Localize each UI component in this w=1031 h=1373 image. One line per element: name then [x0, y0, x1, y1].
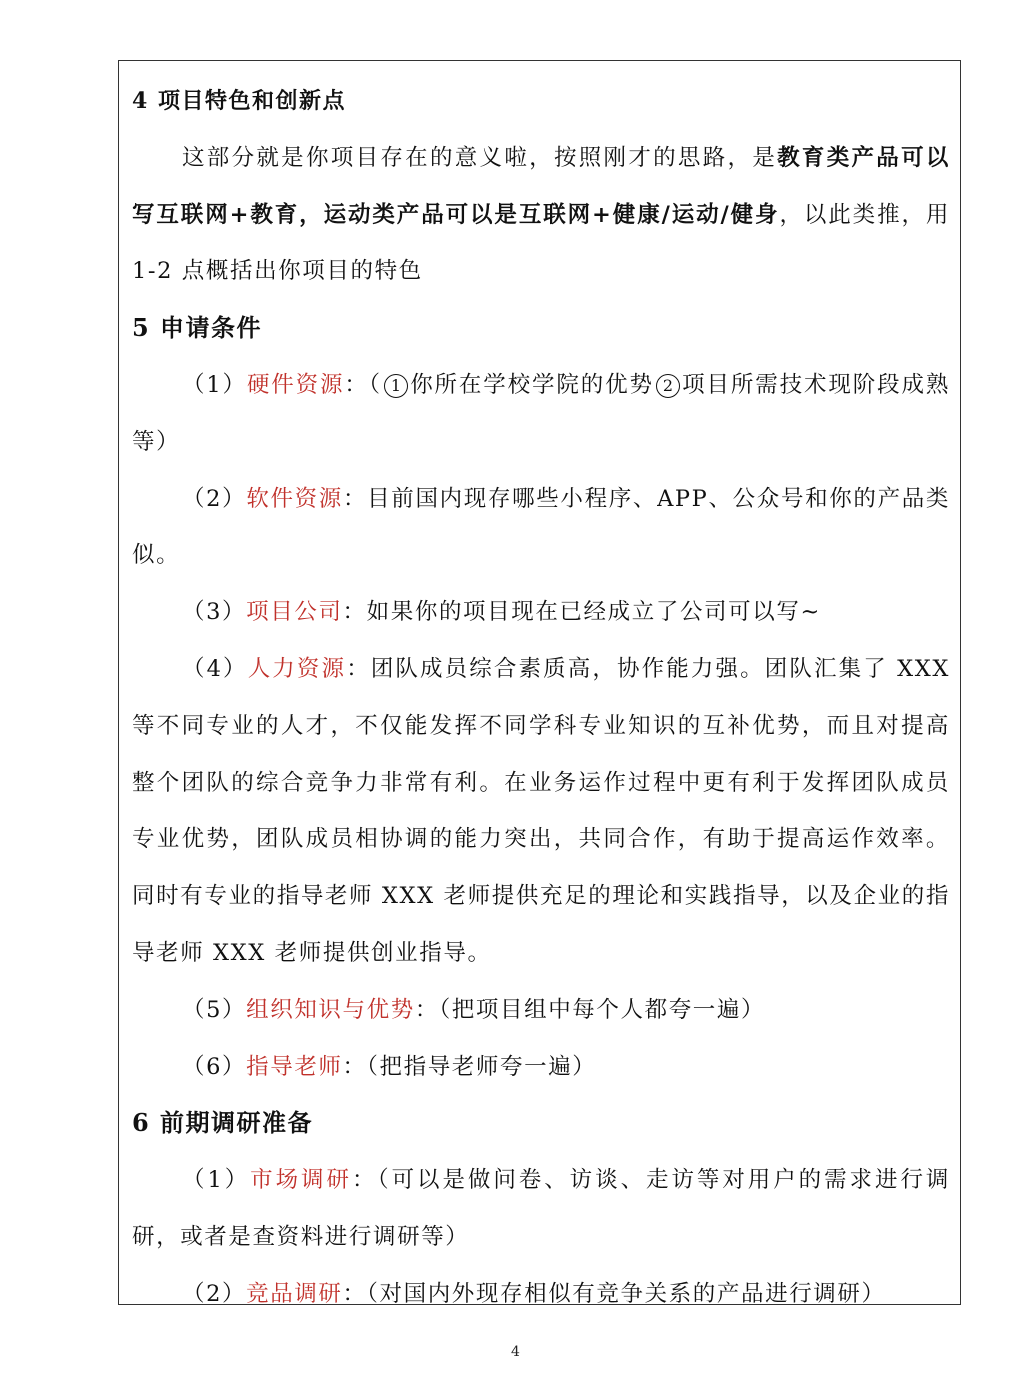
item-number: （6）: [182, 1053, 247, 1080]
document-frame: [118, 60, 961, 1305]
item-colon: ：: [342, 599, 367, 626]
section-6-item-2: [132, 1266, 950, 1323]
circled-number-2: 2: [656, 374, 680, 398]
item-number: （1）: [182, 371, 247, 398]
item-colon: ：: [342, 485, 368, 512]
section-5-item-5: [132, 982, 950, 1039]
circled-number-1: 1: [384, 374, 408, 398]
item-number: （2）: [182, 485, 247, 512]
item-text: （对国内外现存相似有竞争关系的产品进行调研）: [366, 1280, 886, 1307]
item-text-mid: 你所在学校学院的优势: [409, 371, 654, 398]
item-text: 团队成员综合素质高，协作能力强。团队汇集了 XXX 等不同专业的人才，不仅能发挥不同学科专业知识的互补优势，而且对提高整个团队的综合竞争力非常有利。在业务运作过程中更有利于发挥团队成员专业优势，团队成员相协调的能力突出，共同合作，有助于提高运作效率。同时有专业的指导老师 XXX 老师提供充足的理论和实践指导，以及企业的指导老师 XXX 老师提供创业指导。: [132, 655, 950, 966]
item-label: 组织知识与优势: [246, 996, 415, 1023]
item-label: 指导老师: [246, 1053, 343, 1080]
item-label: 竞品调研: [246, 1280, 343, 1307]
item-text-end: 项目所需技术现阶段成熟等）: [132, 371, 950, 455]
item-number: （4）: [182, 655, 248, 682]
item-text: （可以是做问卷、访谈、走访等对用户的需求进行调研，或者是查资料进行调研等）: [132, 1167, 950, 1250]
section-5-item-6: [132, 1039, 950, 1096]
item-colon: ：: [351, 1167, 378, 1194]
section-4-text-a: 这部分就是你项目存在的意义啦，按照刚才的思路，是: [182, 144, 778, 171]
section-5-item-3: [132, 584, 950, 641]
item-text: （把项目组中每个人都夸一遍）: [438, 996, 766, 1023]
item-colon: ：: [346, 655, 371, 682]
item-label: 软件资源: [246, 485, 343, 512]
item-number: （1）: [182, 1167, 251, 1194]
section-4-text-bold: 教育类产品可以写互联网+教育，运动类产品可以是互联网+健康/运动/健身: [132, 144, 951, 228]
item-text: 如果你的项目现在已经成立了公司可以写~: [366, 599, 821, 626]
page-number: 4: [511, 1344, 520, 1360]
item-label: 市场调研: [250, 1167, 352, 1194]
document-content: [132, 73, 950, 1323]
section-5-item-4: [132, 641, 950, 982]
section-4-heading: 4 项目特色和创新点: [132, 88, 346, 114]
item-label: 项目公司: [246, 599, 343, 626]
section-5-heading: 5 申请条件: [132, 313, 263, 343]
item-colon: ：: [344, 371, 369, 398]
item-label: 硬件资源: [246, 371, 345, 398]
item-colon: ：: [414, 996, 439, 1023]
section-4-text-c: ，以此类推，用 1-2 点概括出你项目的特色: [132, 201, 950, 285]
item-colon: ：: [342, 1053, 367, 1080]
item-label: 人力资源: [247, 655, 347, 682]
section-6-heading: 6 前期调研准备: [132, 1108, 314, 1138]
item-colon: ：: [342, 1280, 367, 1307]
section-5-item-2: [132, 471, 950, 585]
item-text: 目前国内现存哪些小程序、APP、公众号和你的产品类似。: [132, 485, 951, 569]
item-text: （把指导老师夸一遍）: [366, 1053, 597, 1080]
item-text-open: （: [368, 371, 382, 398]
item-number: （5）: [182, 996, 247, 1023]
section-5-item-1: [132, 357, 950, 471]
item-number: （2）: [182, 1280, 247, 1307]
section-6-item-1: [132, 1152, 950, 1266]
item-number: （3）: [182, 599, 247, 626]
section-4-paragraph: [132, 130, 950, 300]
